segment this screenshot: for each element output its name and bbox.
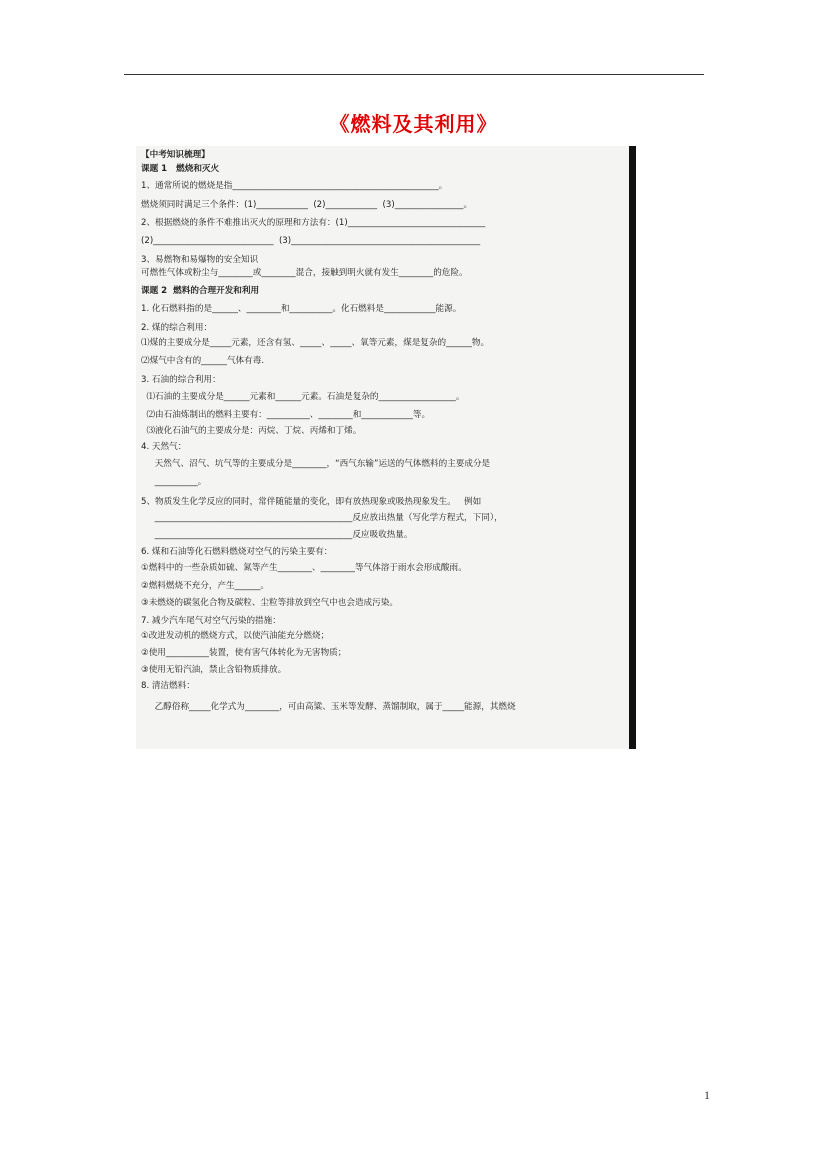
worksheet-line: 乙醇俗称_____化学式为________，可由高粱、玉米等发酵、蒸馏制取，属于_____能源，其燃烧 <box>141 702 516 712</box>
worksheet-line: 3、易燃物和易爆物的安全知识 <box>141 255 259 265</box>
worksheet-line: 8. 清洁燃料： <box>141 681 195 691</box>
worksheet-line: ⑶液化石油气的主要成分是：丙烷、丁烷、丙烯和丁烯。 <box>141 426 362 436</box>
worksheet-line: 5、物质发生化学反应的同时，常伴随能量的变化，即有放热现象或吸热现象发生。 例如 <box>141 497 482 507</box>
worksheet-line: 7. 减少汽车尾气对空气污染的措施： <box>141 616 281 626</box>
worksheet-line: 可燃性气体或粉尘与________或________混合，接触到明火就有发生________的危险。 <box>141 268 468 278</box>
worksheet-line: ⑴煤的主要成分是_____元素，还含有氢、_____、_____、氧等元素，煤是复杂的______物。 <box>141 338 490 348</box>
worksheet-line: ③使用无铅汽油，禁止含铅物质排放。 <box>141 665 287 675</box>
worksheet-line: __________。 <box>141 477 207 487</box>
worksheet-line: 6. 煤和石油等化石燃料燃烧对空气的污染主要有： <box>141 547 333 557</box>
worksheet-line: 1、通常所说的燃烧是指________________________________________________。 <box>141 181 448 191</box>
worksheet-line: ⑴石油的主要成分是______元素和______元素。石油是复杂的__________________。 <box>141 392 465 402</box>
page-number: 1 <box>704 1088 710 1102</box>
worksheet-line: (2)____________________________ (3)____________________________________________ <box>141 236 481 246</box>
worksheet-line: 课题 1 燃烧和灭火 <box>141 164 220 174</box>
worksheet-line: ①燃料中的一些杂质如硫、氮等产生________、________等气体溶于雨水会形成酸雨。 <box>141 563 467 573</box>
worksheet-line: ③未燃烧的碳氢化合物及碳粒、尘粒等排放到空气中也会造成污染。 <box>141 598 398 608</box>
header-rule <box>124 74 704 75</box>
worksheet-line: 1. 化石燃料指的是______、________和__________。化石燃料是____________能源。 <box>141 304 462 314</box>
worksheet-line: 【中考知识梳理】 <box>141 150 210 160</box>
worksheet-line: ______________________________________________反应吸收热量。 <box>141 530 413 540</box>
worksheet-line: 天然气、沼气、坑气等的主要成分是________，“西气东输”运送的气体燃料的主要成分是 <box>141 459 491 469</box>
worksheet-line: 课题 2 燃料的合理开发和利用 <box>141 286 260 296</box>
worksheet-line: 4. 天然气： <box>141 442 187 452</box>
worksheet-line: 燃烧须同时满足三个条件：(1)____________ (2)____________ (3)________________。 <box>141 200 473 210</box>
document-title: 《燃料及其利用》 <box>329 112 498 136</box>
scan-right-border <box>629 146 636 749</box>
worksheet-line: ②燃料燃烧不充分，产生______。 <box>141 581 270 591</box>
worksheet-line: ⑵煤气中含有的______气体有毒. <box>141 356 265 366</box>
worksheet-line: ⑵由石油炼制出的燃料主要有：__________、________和____________等。 <box>141 410 431 420</box>
worksheet-line: ①改进发动机的燃烧方式，以使汽油能充分燃烧； <box>141 631 330 641</box>
worksheet-line: ②使用__________装置，使有害气体转化为无害物质； <box>141 648 347 658</box>
worksheet-line: 2. 煤的综合利用： <box>141 323 213 333</box>
worksheet-line: 2、根据燃烧的条件不难推出灭火的原理和方法有：(1)________________________________ <box>141 218 486 228</box>
worksheet-line: ______________________________________________反应放出热量（写化学方程式，下同）， <box>141 513 503 523</box>
worksheet-line: 3. 石油的综合利用： <box>141 375 221 385</box>
